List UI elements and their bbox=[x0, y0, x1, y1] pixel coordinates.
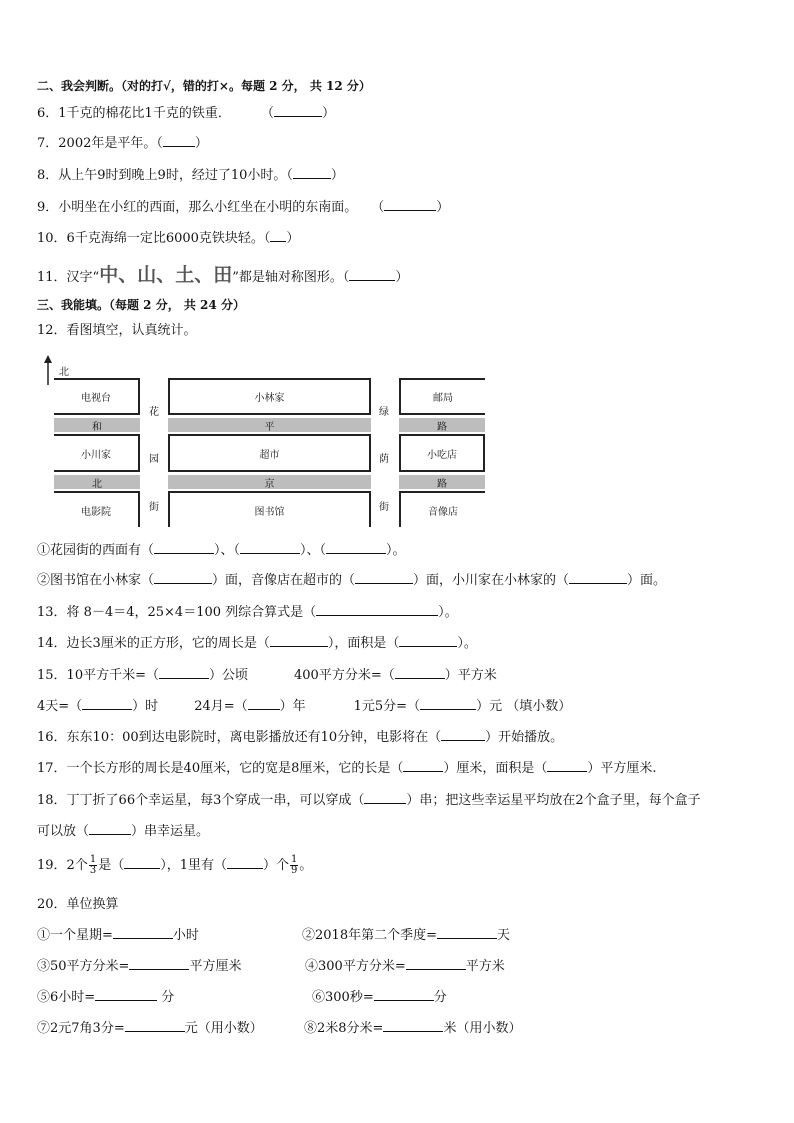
q19-a: 19．2个 bbox=[37, 858, 88, 873]
q8-answer-blank[interactable] bbox=[293, 166, 331, 179]
q15-row2-a: 4天=（ bbox=[37, 699, 83, 714]
unit-3-blank[interactable] bbox=[129, 957, 189, 970]
q19-blank-2[interactable] bbox=[227, 856, 263, 869]
q9-text: 9．小明坐在小红的西面，那么小红坐在小明的东南面。 bbox=[37, 200, 358, 215]
question-18-line-1 bbox=[37, 791, 701, 810]
q6-close: ） bbox=[321, 106, 335, 121]
unit-6-unit: 分 bbox=[433, 990, 447, 1005]
q8-close: ） bbox=[330, 168, 344, 183]
unit-1-text: ①一个星期= bbox=[37, 928, 113, 943]
post-office-block: 邮局 bbox=[399, 378, 485, 415]
q12-2-part-a: ②图书馆在小林家（ bbox=[37, 573, 155, 588]
question-14 bbox=[37, 634, 477, 653]
q19-blank-1[interactable] bbox=[124, 856, 160, 869]
q10-close: ） bbox=[286, 231, 300, 246]
q18-blank-1[interactable] bbox=[364, 791, 406, 804]
q14-close: ）。 bbox=[457, 636, 477, 651]
q18-blank-2[interactable] bbox=[89, 822, 131, 835]
unit-5 bbox=[37, 988, 174, 1007]
question-12-2 bbox=[37, 571, 666, 590]
fraction-1-denominator: 3 bbox=[89, 865, 97, 876]
road-lu-1: 路 bbox=[399, 418, 485, 432]
q6-answer-blank[interactable] bbox=[274, 104, 322, 117]
unit-8-text: ⑧2米8分米= bbox=[304, 1021, 384, 1036]
unit-4-blank[interactable] bbox=[406, 957, 466, 970]
street-hua: 花 bbox=[149, 407, 159, 418]
q7-text: 7．2002年是平年。（ bbox=[37, 136, 163, 151]
unit-2-blank[interactable] bbox=[437, 926, 497, 939]
q17-close: ）平方厘米. bbox=[587, 761, 657, 776]
q12-1-blank-3[interactable] bbox=[326, 541, 386, 554]
q19-b: 是（ bbox=[98, 858, 125, 873]
question-15-row-1 bbox=[37, 666, 497, 685]
unit-4-unit: 平方米 bbox=[465, 959, 505, 974]
q7-answer-blank[interactable] bbox=[163, 134, 195, 147]
q13-close: ）。 bbox=[438, 605, 458, 620]
question-12-1 bbox=[37, 541, 406, 560]
street-lv: 绿 bbox=[379, 407, 389, 418]
q12-1-part-c: ）、（ bbox=[300, 543, 327, 558]
q13-answer-blank[interactable] bbox=[316, 603, 438, 616]
q11-chinese-characters: 中、山、土、田 bbox=[99, 264, 233, 286]
q15-c: 400平方分米=（ bbox=[294, 668, 395, 683]
unit-2-text: ②2018年第二个季度= bbox=[302, 928, 437, 943]
question-20: 20．单位换算 bbox=[37, 897, 119, 912]
q12-2-part-d: ）面。 bbox=[627, 573, 667, 588]
fraction-1-numerator: 1 bbox=[89, 854, 97, 865]
unit-5-text: ⑤6小时= bbox=[37, 990, 96, 1005]
question-17 bbox=[37, 759, 657, 778]
q12-2-blank-1[interactable] bbox=[154, 571, 212, 584]
fraction-one-ninth bbox=[290, 855, 298, 876]
q16-answer-blank[interactable] bbox=[441, 728, 485, 741]
q12-2-blank-2[interactable] bbox=[355, 571, 413, 584]
unit-6-blank[interactable] bbox=[374, 988, 434, 1001]
unit-7-blank[interactable] bbox=[125, 1019, 185, 1032]
q12-2-part-c: ）面，小川家在小林家的（ bbox=[413, 573, 570, 588]
q14-area-blank[interactable] bbox=[399, 634, 457, 647]
q12-1-part-b: ）、（ bbox=[214, 543, 241, 558]
street-yin: 荫 bbox=[379, 454, 389, 465]
q12-2-blank-3[interactable] bbox=[569, 571, 627, 584]
unit-1-blank[interactable] bbox=[113, 926, 173, 939]
question-7 bbox=[37, 134, 208, 153]
q11-post: ”都是轴对称图形。（ bbox=[232, 270, 350, 285]
q18-text-2: ）串；把这些幸运星平均放在2个盒子里，每个盒子 bbox=[406, 793, 701, 808]
q15-row2-c: 24月=（ bbox=[194, 699, 248, 714]
q12-2-part-b: ）面，音像店在超市的（ bbox=[212, 573, 356, 588]
question-16 bbox=[37, 728, 563, 747]
q14-perimeter-blank[interactable] bbox=[270, 634, 328, 647]
fraction-2-numerator: 1 bbox=[291, 854, 298, 865]
q15-row2-e: 1元5分=（ bbox=[353, 699, 421, 714]
unit-5-unit: 分 bbox=[157, 990, 175, 1005]
q19-d: ）个 bbox=[263, 858, 290, 873]
q9-open: （ bbox=[371, 200, 385, 215]
q12-1-part-a: ①花园街的西面有（ bbox=[37, 543, 155, 558]
unit-1 bbox=[37, 926, 199, 945]
unit-4-text: ④300平方分米= bbox=[305, 959, 406, 974]
q15-blank-3[interactable] bbox=[82, 697, 132, 710]
section-3-heading: 三、我能填。（每题 2 分， 共 24 分） bbox=[37, 298, 245, 312]
q12-1-blank-2[interactable] bbox=[240, 541, 300, 554]
q15-blank-4[interactable] bbox=[248, 697, 280, 710]
q11-pre: 11．汉字“ bbox=[37, 270, 100, 285]
q9-close: ） bbox=[436, 200, 450, 215]
unit-1-unit: 小时 bbox=[172, 928, 199, 943]
q6-open: （ bbox=[260, 106, 274, 121]
unit-5-blank[interactable] bbox=[95, 988, 157, 1001]
question-13 bbox=[37, 603, 458, 622]
question-11 bbox=[37, 263, 408, 290]
q17-text: 17．一个长方形的周长是40厘米，它的宽是8厘米，它的长是（ bbox=[37, 761, 404, 776]
q15-blank-1[interactable] bbox=[159, 666, 209, 679]
question-8 bbox=[37, 166, 344, 185]
q11-close: ） bbox=[395, 270, 409, 285]
road-bei: 北 bbox=[54, 475, 140, 489]
road-lu-2: 路 bbox=[399, 475, 485, 489]
xiaochuan-home-block: 小川家 bbox=[54, 434, 140, 472]
q17-length-blank[interactable] bbox=[403, 759, 443, 772]
q15-row2-d: ）年 bbox=[279, 699, 306, 714]
q14-mid: ），面积是（ bbox=[327, 636, 400, 651]
unit-6-text: ⑥300秒= bbox=[312, 990, 374, 1005]
road-jing: 京 bbox=[168, 475, 371, 489]
fraction-one-third bbox=[89, 855, 97, 876]
q17-area-blank[interactable] bbox=[547, 759, 587, 772]
q15-b: ）公顷 bbox=[208, 668, 248, 683]
question-19 bbox=[37, 852, 312, 880]
unit-3-text: ③50平方分米= bbox=[37, 959, 130, 974]
question-18-line-2 bbox=[37, 822, 209, 841]
q15-a: 15．10平方千米=（ bbox=[37, 668, 159, 683]
music-store-block: 音像店 bbox=[399, 491, 485, 527]
unit-2 bbox=[302, 926, 510, 945]
question-6 bbox=[37, 104, 335, 123]
tv-station-block: 电视台 bbox=[54, 378, 140, 415]
snack-shop-block: 小吃店 bbox=[399, 434, 485, 472]
q18-text-1: 18．丁丁折了66个幸运星，每3个穿成一串，可以穿成（ bbox=[37, 793, 365, 808]
street-jie-1: 街 bbox=[149, 502, 159, 513]
road-he: 和 bbox=[54, 418, 140, 432]
street-jie-2: 街 bbox=[379, 502, 389, 513]
unit-3 bbox=[37, 957, 241, 976]
q9-answer-blank[interactable] bbox=[384, 198, 436, 211]
q11-answer-blank[interactable] bbox=[349, 268, 395, 281]
unit-8 bbox=[304, 1019, 521, 1038]
question-9 bbox=[37, 198, 449, 217]
q6-text: 6．1千克的棉花比1千克的铁重． bbox=[37, 106, 231, 121]
library-block: 图书馆 bbox=[168, 491, 371, 527]
q16-close: ）开始播放。 bbox=[485, 730, 564, 745]
unit-7-text: ⑦2元7角3分= bbox=[37, 1021, 125, 1036]
unit-8-blank[interactable] bbox=[383, 1019, 443, 1032]
q12-1-part-d: ）。 bbox=[386, 543, 406, 558]
unit-7-unit: 元（用小数） bbox=[184, 1021, 263, 1036]
fraction-2-denominator: 9 bbox=[291, 865, 298, 876]
q19-c: ），1里有（ bbox=[160, 858, 227, 873]
unit-2-unit: 天 bbox=[496, 928, 510, 943]
q12-1-blank-1[interactable] bbox=[154, 541, 214, 554]
question-12: 12．看图填空，认真统计。 bbox=[37, 323, 197, 338]
q18-text-3: 可以放（ bbox=[37, 824, 90, 839]
north-label: 北 bbox=[59, 367, 69, 378]
street-map bbox=[37, 351, 497, 531]
q7-close: ） bbox=[194, 136, 208, 151]
north-arrow-icon bbox=[43, 355, 53, 387]
cinema-block: 电影院 bbox=[54, 491, 140, 527]
section-2-heading: 二、我会判断。（对的打√，错的打×。每题 2 分， 共 12 分） bbox=[37, 79, 371, 93]
q15-blank-5[interactable] bbox=[420, 697, 476, 710]
q14-text: 14．边长3厘米的正方形，它的周长是（ bbox=[37, 636, 270, 651]
q16-text: 16．东东10：00到达电影院时，离电影播放还有10分钟，电影将在（ bbox=[37, 730, 442, 745]
q13-text: 13．将 8－4＝4，25×4＝100 列综合算式是（ bbox=[37, 605, 317, 620]
q15-row2-f: ）元 （填小数） bbox=[476, 699, 572, 714]
q10-answer-blank[interactable] bbox=[270, 229, 286, 242]
q15-row2-b: ）时 bbox=[132, 699, 159, 714]
unit-4 bbox=[305, 957, 505, 976]
question-15-row-2 bbox=[37, 697, 571, 716]
q15-d: ）平方米 bbox=[444, 668, 497, 683]
street-yuan: 园 bbox=[149, 454, 159, 465]
q18-text-4: ）串幸运星。 bbox=[131, 824, 210, 839]
unit-8-unit: 米（用小数） bbox=[443, 1021, 522, 1036]
q10-text: 10．6千克海绵一定比6000克铁块轻。（ bbox=[37, 231, 271, 246]
q15-blank-2[interactable] bbox=[395, 666, 445, 679]
q19-e: 。 bbox=[299, 858, 313, 873]
unit-3-unit: 平方厘米 bbox=[189, 959, 242, 974]
unit-6 bbox=[312, 988, 447, 1007]
supermarket-block: 超市 bbox=[168, 434, 371, 472]
q8-text: 8．从上午9时到晚上9时，经过了10小时。（ bbox=[37, 168, 293, 183]
unit-7 bbox=[37, 1019, 263, 1038]
xiaolin-home-block: 小林家 bbox=[168, 378, 371, 415]
q17-mid: ）厘米，面积是（ bbox=[443, 761, 548, 776]
question-10 bbox=[37, 229, 299, 248]
road-ping: 平 bbox=[168, 418, 371, 432]
